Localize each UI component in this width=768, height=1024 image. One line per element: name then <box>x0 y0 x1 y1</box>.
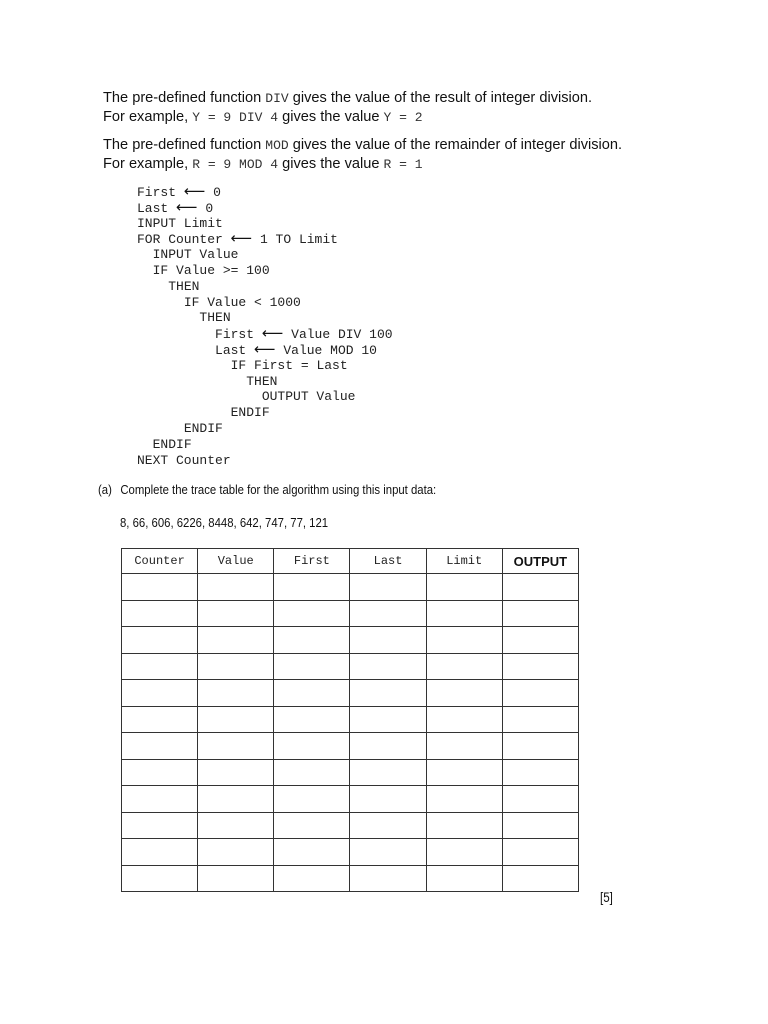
code-line: ENDIF <box>183 420 223 436</box>
trace-cell[interactable] <box>350 733 426 760</box>
div-example-expression: Y = 9 DIV 4 <box>192 110 279 125</box>
trace-cell[interactable] <box>274 759 350 786</box>
pseudocode-block <box>137 184 393 468</box>
trace-cell[interactable] <box>426 680 502 707</box>
trace-cell[interactable] <box>350 839 426 866</box>
trace-cell[interactable] <box>274 600 350 627</box>
trace-cell[interactable] <box>426 627 502 654</box>
trace-cell[interactable] <box>198 627 274 654</box>
code-line: NEXT Counter <box>137 452 231 468</box>
trace-cell[interactable] <box>350 865 426 892</box>
header-counter: Counter <box>122 549 198 574</box>
trace-cell[interactable] <box>198 733 274 760</box>
table-row <box>122 653 579 680</box>
mod-example-line: For example, R = 9 MOD 4 gives the value R = 1 <box>103 156 423 172</box>
trace-cell[interactable] <box>426 786 502 813</box>
trace-cell[interactable] <box>122 574 198 601</box>
div-explanation-line-1: The pre-defined function DIV gives the value of the result of integer division. <box>103 90 593 106</box>
trace-cell[interactable] <box>198 600 274 627</box>
trace-cell[interactable] <box>426 706 502 733</box>
trace-cell[interactable] <box>274 574 350 601</box>
trace-cell[interactable] <box>502 600 578 627</box>
question-label: (a) <box>98 482 112 497</box>
code-line: THEN <box>246 373 278 389</box>
assignment-arrow-icon: ⟵ <box>230 229 253 248</box>
trace-cell[interactable] <box>274 839 350 866</box>
trace-cell[interactable] <box>426 733 502 760</box>
div-example-result: Y = 2 <box>383 110 423 125</box>
code-line: Last ⟵ Value MOD 10 <box>215 339 377 358</box>
trace-cell[interactable] <box>350 653 426 680</box>
code-line: Last ⟵ 0 <box>137 197 214 216</box>
trace-cell[interactable] <box>426 653 502 680</box>
trace-cell[interactable] <box>274 627 350 654</box>
trace-cell[interactable] <box>426 600 502 627</box>
trace-cell[interactable] <box>198 680 274 707</box>
trace-cell[interactable] <box>502 680 578 707</box>
input-data: 8, 66, 606, 6226, 8448, 642, 747, 77, 121 <box>120 515 329 530</box>
trace-cell[interactable] <box>502 574 578 601</box>
mod-explanation-line-1: The pre-defined function MOD gives the value of the remainder of integer division. <box>103 137 623 153</box>
trace-cell[interactable] <box>502 733 578 760</box>
table-row <box>122 627 579 654</box>
assignment-arrow-icon: ⟵ <box>254 339 276 358</box>
table-row <box>122 600 579 627</box>
code-line: FOR Counter ⟵ 1 TO Limit <box>137 229 338 248</box>
header-value: Value <box>198 549 274 574</box>
trace-cell[interactable] <box>502 865 578 892</box>
trace-cell[interactable] <box>426 574 502 601</box>
trace-cell[interactable] <box>350 627 426 654</box>
trace-cell[interactable] <box>122 706 198 733</box>
code-line: ENDIF <box>152 436 192 452</box>
trace-cell[interactable] <box>502 812 578 839</box>
trace-cell[interactable] <box>122 733 198 760</box>
trace-table-body <box>122 574 579 892</box>
mod-example-result: R = 1 <box>383 157 423 172</box>
header-limit: Limit <box>426 549 502 574</box>
trace-cell[interactable] <box>502 706 578 733</box>
trace-cell[interactable] <box>198 812 274 839</box>
trace-cell[interactable] <box>198 706 274 733</box>
header-first: First <box>274 549 350 574</box>
trace-cell[interactable] <box>350 759 426 786</box>
trace-table <box>121 548 579 892</box>
trace-cell[interactable] <box>502 759 578 786</box>
trace-cell[interactable] <box>274 733 350 760</box>
table-row <box>122 786 579 813</box>
trace-cell[interactable] <box>198 865 274 892</box>
trace-cell[interactable] <box>274 786 350 813</box>
trace-cell[interactable] <box>426 759 502 786</box>
table-row <box>122 812 579 839</box>
div-example-line: For example, Y = 9 DIV 4 gives the value Y = 2 <box>103 109 423 125</box>
table-row <box>122 759 579 786</box>
code-line: INPUT Value <box>152 247 239 263</box>
code-line: ENDIF <box>230 405 270 421</box>
header-output: OUTPUT <box>502 549 578 574</box>
assignment-arrow-icon: ⟵ <box>183 182 206 200</box>
trace-cell[interactable] <box>350 600 426 627</box>
trace-cell[interactable] <box>426 812 502 839</box>
trace-cell[interactable] <box>274 706 350 733</box>
trace-cell[interactable] <box>350 574 426 601</box>
trace-cell[interactable] <box>122 600 198 627</box>
trace-cell[interactable] <box>122 839 198 866</box>
trace-cell[interactable] <box>274 812 350 839</box>
trace-cell[interactable] <box>198 839 274 866</box>
code-line: OUTPUT Value <box>261 389 356 405</box>
table-row <box>122 706 579 733</box>
trace-cell[interactable] <box>502 627 578 654</box>
code-line: THEN <box>168 278 200 294</box>
header-last: Last <box>350 549 426 574</box>
trace-cell[interactable] <box>274 865 350 892</box>
code-line: First ⟵ Value DIV 100 <box>215 324 393 343</box>
mod-explanation <box>103 136 622 174</box>
code-line: THEN <box>199 310 231 326</box>
trace-cell[interactable] <box>122 812 198 839</box>
table-row <box>122 839 579 866</box>
div-keyword: DIV <box>265 91 289 106</box>
question-prompt <box>98 482 436 497</box>
trace-cell[interactable] <box>122 653 198 680</box>
code-line: IF First = Last <box>230 357 348 373</box>
trace-cell[interactable] <box>122 627 198 654</box>
trace-cell[interactable] <box>502 653 578 680</box>
code-line: IF Value < 1000 <box>183 294 301 310</box>
trace-cell[interactable] <box>350 706 426 733</box>
trace-cell[interactable] <box>426 839 502 866</box>
table-row <box>122 733 579 760</box>
question-text: Complete the trace table for the algorithm using this input data: <box>120 482 437 497</box>
trace-cell[interactable] <box>502 786 578 813</box>
trace-cell[interactable] <box>274 653 350 680</box>
code-line: First ⟵ 0 <box>137 182 221 200</box>
table-row <box>122 680 579 707</box>
trace-cell[interactable] <box>502 839 578 866</box>
trace-cell[interactable] <box>122 759 198 786</box>
code-line: INPUT Limit <box>137 215 223 231</box>
trace-cell[interactable] <box>122 865 198 892</box>
mod-keyword: MOD <box>265 138 289 153</box>
trace-cell[interactable] <box>122 680 198 707</box>
trace-cell[interactable] <box>198 786 274 813</box>
code-line: IF Value >= 100 <box>152 262 270 278</box>
trace-cell[interactable] <box>198 759 274 786</box>
table-row <box>122 865 579 892</box>
trace-cell[interactable] <box>350 786 426 813</box>
assignment-arrow-icon: ⟵ <box>261 324 284 343</box>
trace-table-header-row <box>122 549 579 574</box>
assignment-arrow-icon: ⟵ <box>176 197 198 216</box>
trace-cell[interactable] <box>274 680 350 707</box>
trace-cell[interactable] <box>426 865 502 892</box>
marks-indicator: [5] <box>600 890 613 905</box>
mod-example-expression: R = 9 MOD 4 <box>192 157 279 172</box>
trace-cell[interactable] <box>350 812 426 839</box>
trace-cell[interactable] <box>198 574 274 601</box>
div-explanation <box>103 89 592 127</box>
trace-cell[interactable] <box>350 680 426 707</box>
trace-cell[interactable] <box>198 653 274 680</box>
table-row <box>122 574 579 601</box>
trace-cell[interactable] <box>122 786 198 813</box>
